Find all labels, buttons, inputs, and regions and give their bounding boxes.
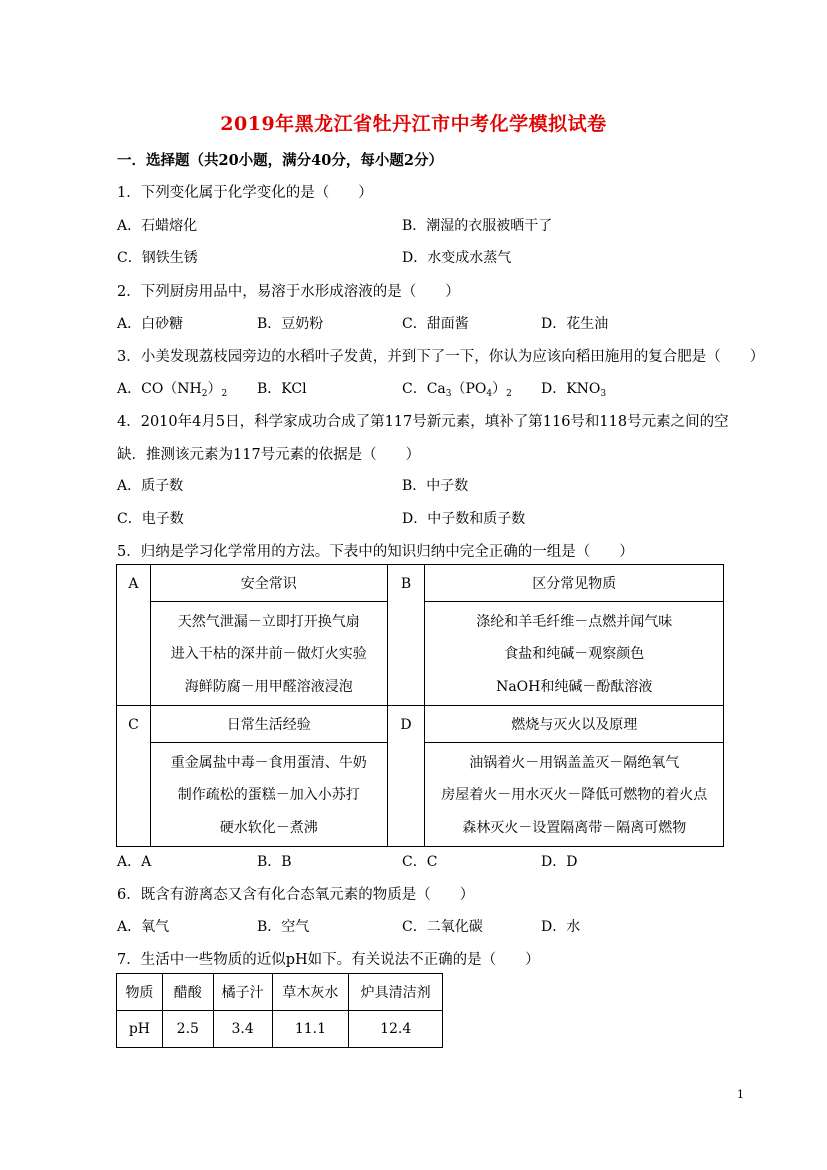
group-a-line: 进入干枯的深井前－做灯火实验 bbox=[170, 646, 367, 663]
ph-table-cell: 3.4 bbox=[213, 1011, 272, 1048]
question-1-stem: 1．下列变化属于化学变化的是（ ） bbox=[117, 185, 373, 201]
question-2-option-c[interactable]: C．甜面酱 bbox=[402, 316, 469, 332]
question-6-option-c[interactable]: C．二氧化碳 bbox=[402, 919, 483, 935]
question-6-option-d[interactable]: D．水 bbox=[541, 919, 581, 935]
page-number: 1 bbox=[737, 1088, 744, 1101]
question-7-stem: 7．生活中一些物质的近似pH如下。有关说法不正确的是（ ） bbox=[117, 952, 540, 968]
question-1-option-c[interactable]: C．钢铁生锈 bbox=[117, 250, 198, 266]
question-6-stem: 6．既含有游离态又含有化合态氧元素的物质是（ ） bbox=[117, 887, 475, 903]
group-b-line: 食盐和纯碱－观察颜色 bbox=[504, 646, 645, 663]
group-c-letter: C bbox=[117, 706, 151, 847]
question-1-option-b[interactable]: B．潮湿的衣服被晒干了 bbox=[402, 218, 553, 234]
ph-table-cell: 12.4 bbox=[349, 1011, 443, 1048]
section-heading: 一．选择题（共20小题，满分40分，每小题2分） bbox=[117, 152, 443, 169]
group-b-heading: 区分常见物质 bbox=[425, 565, 724, 602]
question-4-option-b[interactable]: B．中子数 bbox=[402, 478, 469, 494]
group-a-line: 天然气泄漏－立即打开换气扇 bbox=[177, 613, 360, 630]
group-d-letter: D bbox=[387, 706, 425, 847]
question-5-option-c[interactable]: C．C bbox=[402, 854, 438, 870]
group-d-line: 油锅着火－用锅盖盖灭－隔绝氧气 bbox=[469, 754, 680, 771]
group-d-heading: 燃烧与灭火以及原理 bbox=[425, 706, 724, 743]
ph-table-header: 草木灰水 bbox=[272, 974, 349, 1011]
ph-table-header: 物质 bbox=[117, 974, 163, 1011]
question-5-option-b[interactable]: B．B bbox=[257, 854, 292, 870]
question-3-option-d[interactable]: D．$KNO_3$ bbox=[541, 381, 607, 399]
ph-table-cell: pH bbox=[117, 1011, 163, 1048]
question-2-option-d[interactable]: D．花生油 bbox=[541, 316, 609, 332]
question-3-option-b[interactable]: B．KCl bbox=[257, 381, 307, 397]
group-c-line: 硬水软化－煮沸 bbox=[219, 819, 318, 836]
group-c-content bbox=[150, 743, 387, 847]
question-4-option-c[interactable]: C．电子数 bbox=[117, 511, 184, 527]
group-d-line: 森林灭火－设置隔离带－隔离可燃物 bbox=[462, 819, 687, 836]
question-2-option-a[interactable]: A．白砂糖 bbox=[117, 316, 184, 332]
question-1-option-a[interactable]: A．石蜡熔化 bbox=[117, 218, 198, 234]
question-3-stem: 3．小美发现荔枝园旁边的水稻叶子发黄，并到下了一下，你认为应该向稻田施用的复合肥是（ ） bbox=[117, 349, 765, 365]
question-5-stem: 5．归纳是学习化学常用的方法。下表中的知识归纳中完全正确的一组是（ ） bbox=[117, 544, 634, 560]
group-c-line: 制作疏松的蛋糕－加入小苏打 bbox=[177, 787, 360, 804]
question-6-option-b[interactable]: B．空气 bbox=[257, 919, 310, 935]
question-4-stem-line-1: 4．2010年4月5日，科学家成功合成了第117号新元素，填补了第116号和118号元素之间的空 bbox=[117, 414, 729, 430]
ph-table-header: 醋酸 bbox=[162, 974, 213, 1011]
question-3-option-c[interactable]: C．$Ca_3(PO_4)_2$ bbox=[402, 381, 512, 399]
question-4-stem-line-2: 缺．推测该元素为117号元素的依据是（ ） bbox=[117, 447, 421, 463]
question-3-option-a[interactable]: A．$CO(NH_2)_2$ bbox=[117, 381, 228, 399]
question-4-option-a[interactable]: A．质子数 bbox=[117, 478, 184, 494]
ph-table-cell: 2.5 bbox=[162, 1011, 213, 1048]
document-title: 2019年黑龙江省牡丹江市中考化学模拟试卷 bbox=[220, 113, 607, 135]
ph-table-header: 橘子汁 bbox=[213, 974, 272, 1011]
question-5-option-d[interactable]: D．D bbox=[541, 854, 578, 870]
question-1-option-d[interactable]: D．水变成水蒸气 bbox=[402, 250, 512, 266]
question-4-option-d[interactable]: D．中子数和质子数 bbox=[402, 511, 526, 527]
group-a-content bbox=[150, 602, 387, 706]
group-a-heading: 安全常识 bbox=[150, 565, 387, 602]
question-2-option-b[interactable]: B．豆奶粉 bbox=[257, 316, 324, 332]
group-a-line: 海鲜防腐－用甲醛溶液浸泡 bbox=[184, 678, 353, 695]
question-5-option-a[interactable]: A．A bbox=[117, 854, 152, 870]
group-c-heading: 日常生活经验 bbox=[150, 706, 387, 743]
group-b-letter: B bbox=[387, 565, 425, 706]
question-6-option-a[interactable]: A．氧气 bbox=[117, 919, 170, 935]
group-d-content bbox=[425, 743, 724, 847]
group-a-letter: A bbox=[117, 565, 151, 706]
ph-table-cell: 11.1 bbox=[272, 1011, 349, 1048]
ph-table-header: 炉具清洁剂 bbox=[349, 974, 443, 1011]
group-c-line: 重金属盐中毒－食用蛋清、牛奶 bbox=[170, 754, 367, 771]
group-b-content bbox=[425, 602, 724, 706]
group-b-line: NaOH和纯碱－酚酞溶液 bbox=[496, 678, 653, 695]
question-2-stem: 2．下列厨房用品中，易溶于水形成溶液的是（ ） bbox=[117, 284, 460, 300]
knowledge-table bbox=[116, 564, 724, 847]
group-d-line: 房屋着火－用水灭火－降低可燃物的着火点 bbox=[441, 787, 708, 804]
ph-table bbox=[116, 973, 443, 1048]
group-b-line: 涤纶和羊毛纤维－点燃并闻气味 bbox=[476, 613, 673, 630]
